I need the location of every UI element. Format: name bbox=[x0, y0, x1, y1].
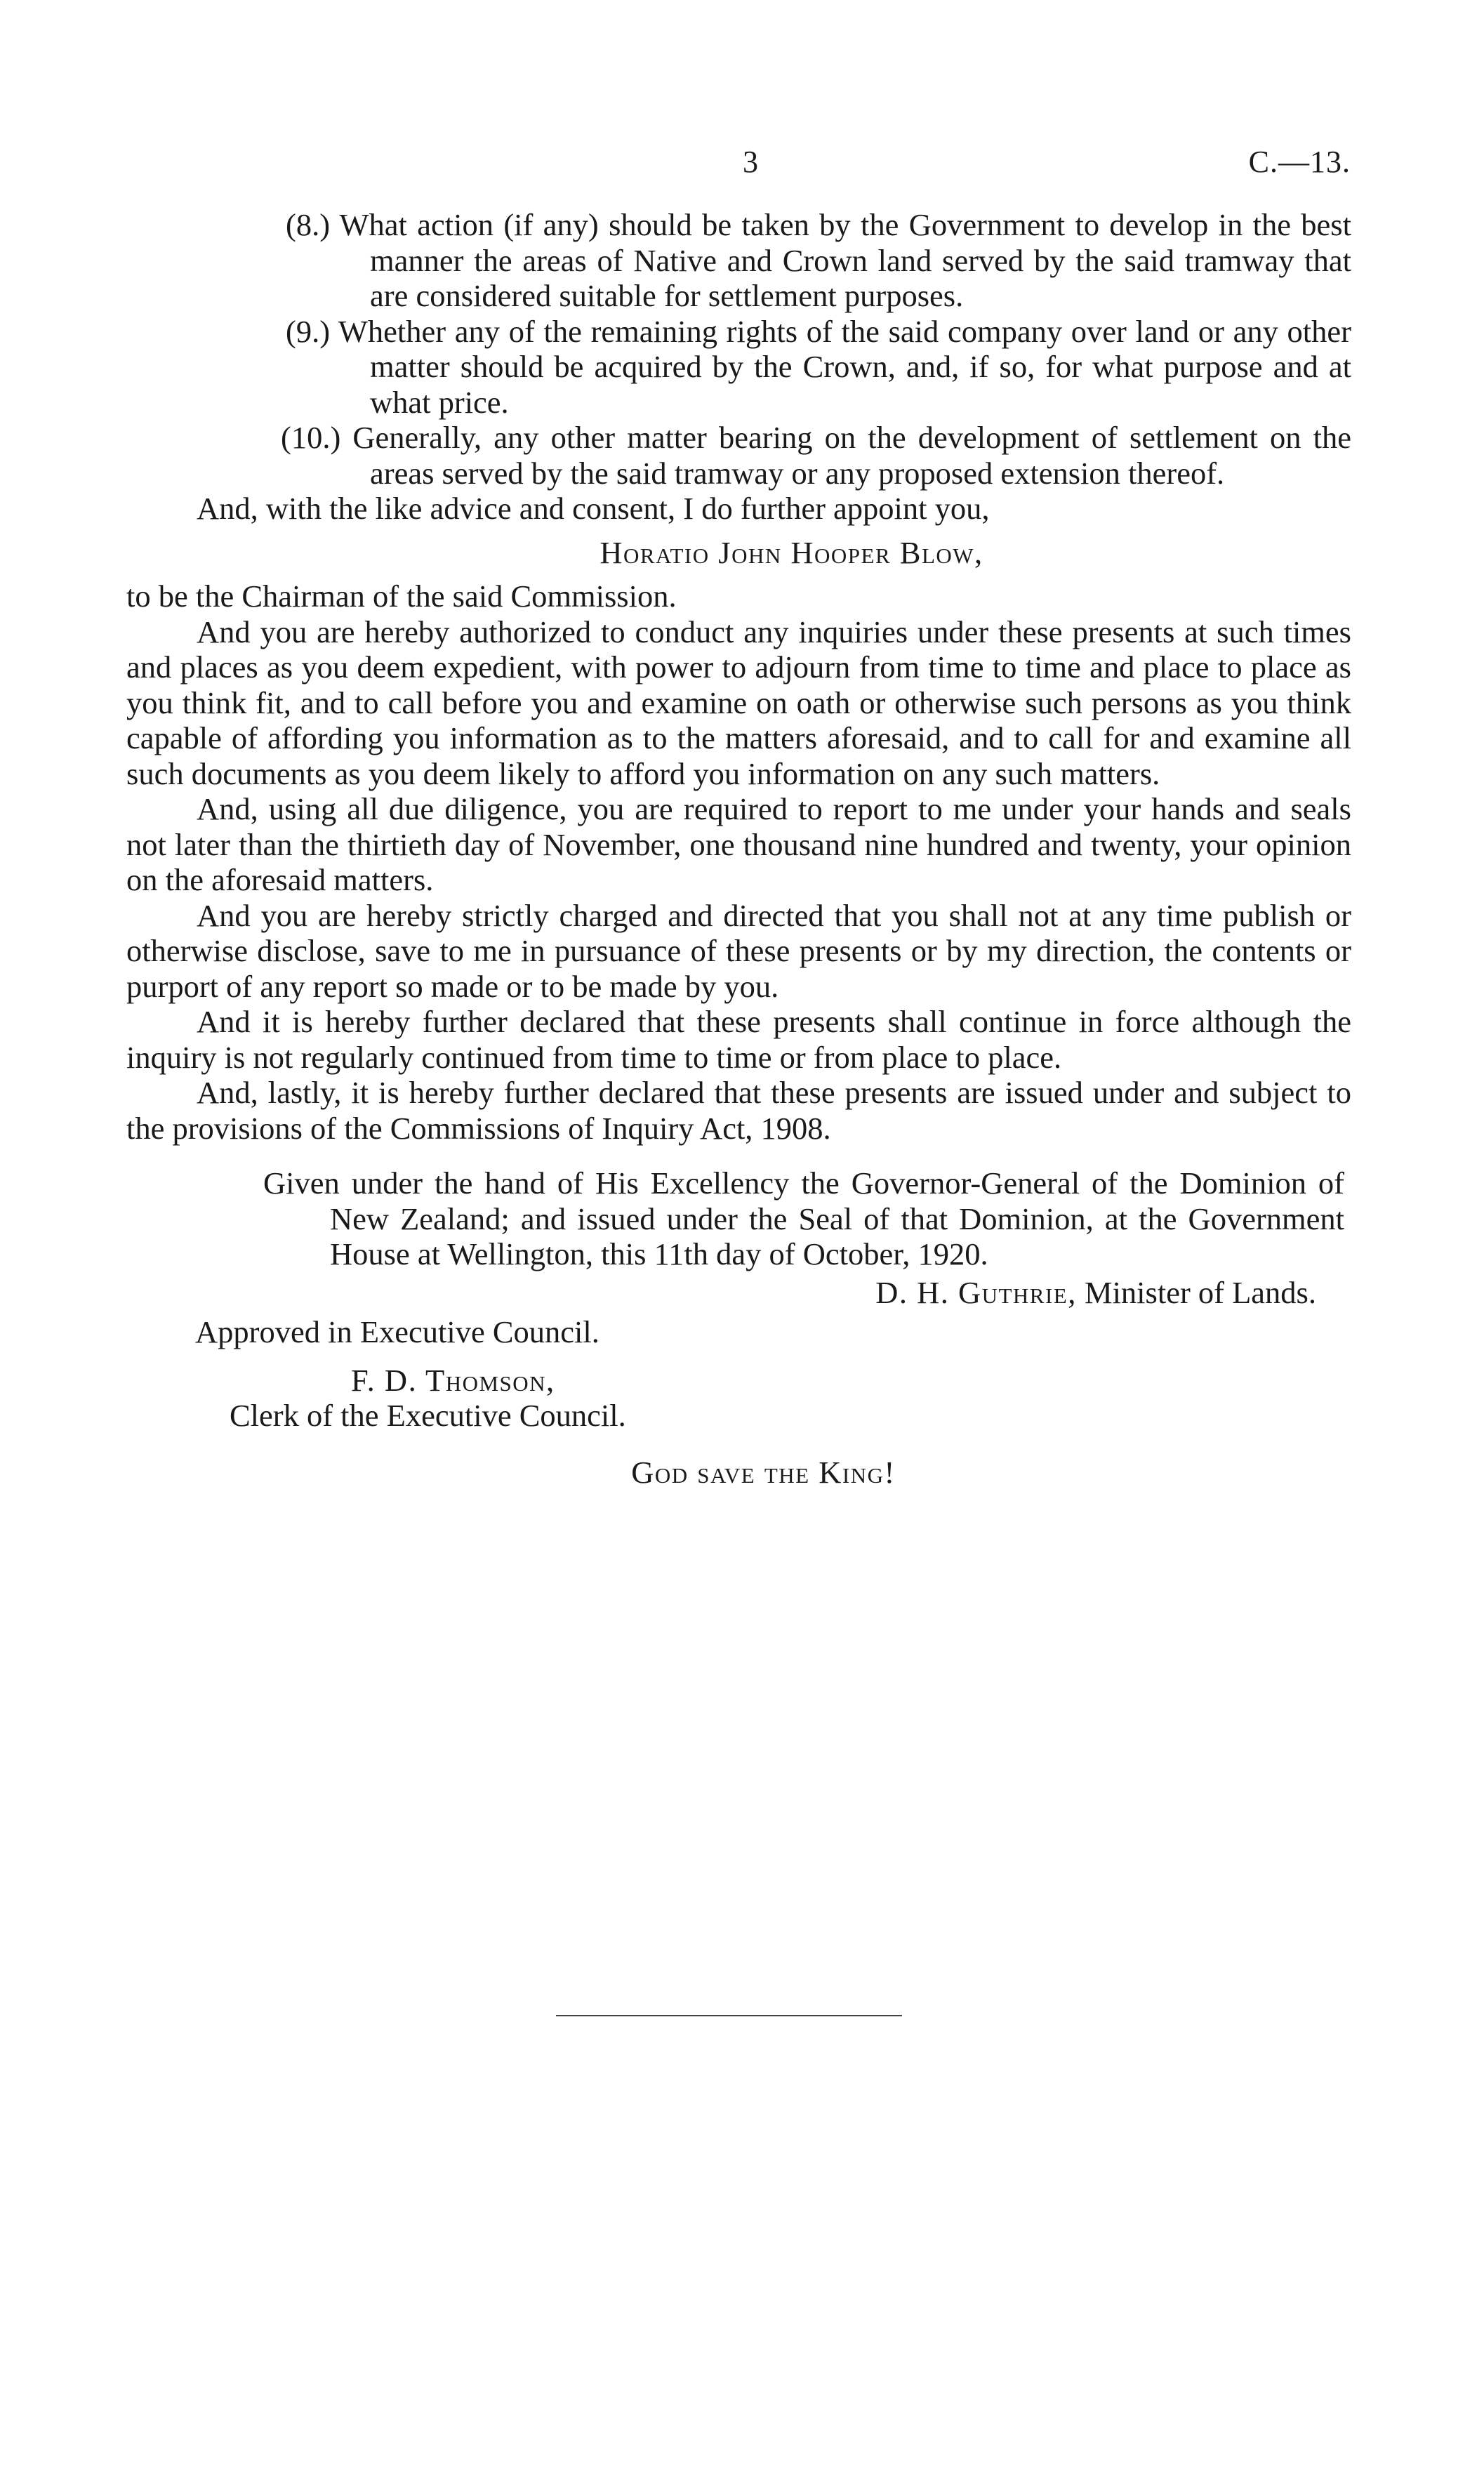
chairman-name: Horatio John Hooper Blow, bbox=[599, 534, 983, 570]
clerk-title: Clerk of the Executive Council. bbox=[230, 1398, 626, 1433]
document-body bbox=[126, 207, 1351, 1490]
list-item-9: (9.) Whether any of the remaining rights of the said company over land or any other matter should be acquired by the Crown, and, if so, for what purpose and at what price. bbox=[286, 313, 1351, 420]
minister-signature bbox=[126, 1275, 1351, 1311]
minister-title: Minister of Lands. bbox=[1085, 1274, 1316, 1310]
minister-name: D. H. Guthrie, bbox=[875, 1274, 1077, 1310]
force-paragraph: And it is hereby further declared that these presents shall continue in force although the inquiry is not regularly continued from time to time or from place to place. bbox=[126, 1004, 1351, 1075]
appointment-paragraph: And, with the like advice and consent, I do further appoint you, bbox=[197, 491, 990, 526]
report-paragraph: And, using all due diligence, you are required to report to me under your hands and seals not later than the thirtieth day of November, one thousand nine hundred and twenty, your opinion on the aforesaid matters. bbox=[126, 791, 1351, 897]
list-item-10: (10.) Generally, any other matter bearing on the development of settlement on the areas served by the said tramway or any proposed extension thereof. bbox=[281, 420, 1351, 491]
page-number: 3 bbox=[743, 145, 758, 179]
closing-rule bbox=[556, 2015, 902, 2016]
page-header bbox=[0, 144, 1484, 186]
god-save-the-king: God save the King! bbox=[631, 1454, 896, 1490]
chairman-role: to be the Chairman of the said Commission. bbox=[126, 579, 677, 614]
inquiries-paragraph: And you are hereby authorized to conduct any inquiries under these presents at such times and places as you deem expedient, with power to adjourn from time to time and place to place as you think fit, and to call before you and examine on oath or otherwise such persons as you think capable of affording you information as to the matters aforesaid, and to call for and examine all such documents as you deem likely to afford you information on any such matters. bbox=[126, 614, 1351, 791]
list-item-8: (8.) What action (if any) should be taken by the Government to develop in the best manner the areas of Native and Crown land served by the said tramway that are considered suitable for settlement purposes. bbox=[286, 207, 1351, 313]
given-paragraph: Given under the hand of His Excellency the Governor-General of the Dominion of New Zealand; and issued under the Seal of that Dominion, at the Government House at Wellington, this 11th day of October, 1920. bbox=[263, 1165, 1344, 1271]
document-reference: C.—13. bbox=[1248, 145, 1351, 179]
lastly-paragraph: And, lastly, it is hereby further declared that these presents are issued under and subject to the provisions of the Commissions of Inquiry Act, 1908. bbox=[126, 1075, 1351, 1146]
charged-paragraph: And you are hereby strictly charged and directed that you shall not at any time publish or otherwise disclose, save to me in pursuance of these presents or by my direction, the contents or purport of any report so made or to be made by you. bbox=[126, 897, 1351, 1004]
approved-line: Approved in Executive Council. bbox=[195, 1314, 599, 1349]
clerk-name: F. D. Thomson, bbox=[351, 1362, 555, 1398]
